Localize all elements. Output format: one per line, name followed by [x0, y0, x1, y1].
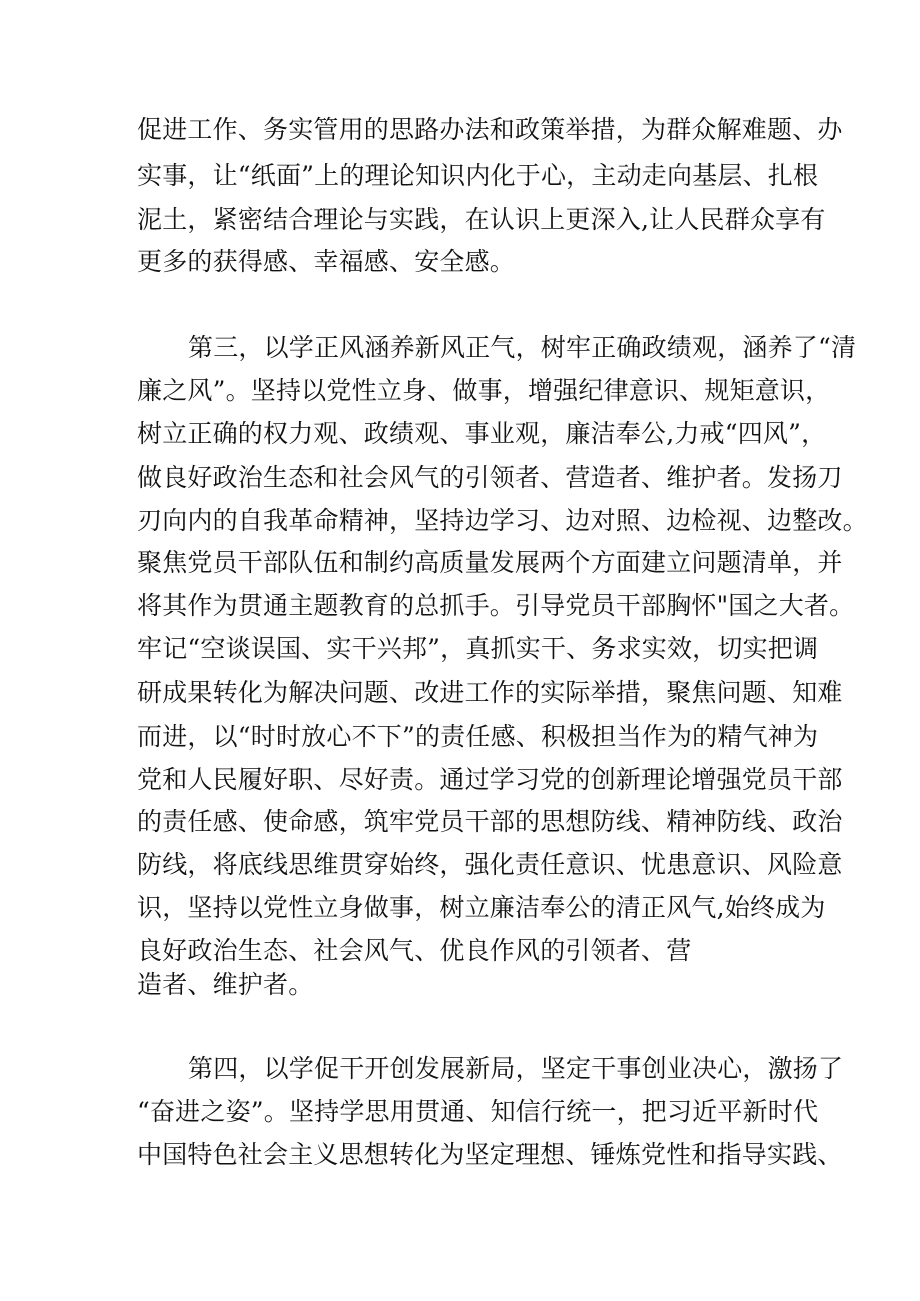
paragraph-2-line-14: 识，坚持以党性立身做事，树立廉洁奉公的清正风气,始终成为 [137, 893, 826, 922]
paragraph-3-line-3: 中国特色社会主义思想转化为坚定理想、锤炼党性和指导实践、 [137, 1140, 843, 1169]
paragraph-3-line-2: “奋进之姿”。坚持学思用贯通、知信行统一，把习近平新时代 [137, 1097, 819, 1126]
paragraph-2-line-2: 廉之风”。坚持以党性立身、做事，增强纪律意识、规矩意识， [137, 376, 831, 405]
paragraph-1-line-4: 更多的获得感、幸福感、安全感。 [137, 247, 516, 276]
paragraph-2-line-8: 牢记“空谈误国、实干兴邦”，真抓实干、务求实效，切实把调 [137, 634, 819, 663]
paragraph-2-line-9: 研成果转化为解决问题、改进工作的实际举措，聚焦问题、知难 [137, 678, 843, 707]
paragraph-2-line-15: 良好政治生态、社会风气、优良作风的引领者、营 [137, 936, 692, 965]
paragraph-1-line-3: 泥土，紧密结合理论与实践，在认识上更深入,让人民群众享有 [137, 205, 826, 234]
paragraph-3-line-1: 第四，以学促干开创发展新局，坚定干事创业决心，激扬了 [188, 1054, 844, 1083]
paragraph-2-line-12: 的责任感、使命感，筑牢党员干部的思想防线、精神防线、政治 [137, 807, 843, 836]
paragraph-2-line-13: 防线，将底线思维贯穿始终，强化责任意识、忧患意识、风险意 [137, 850, 843, 879]
paragraph-2-line-1: 第三，以学正风涵养新风正气，树牢正确政绩观，涵养了“清 [188, 333, 857, 362]
paragraph-2-line-4: 做良好政治生态和社会风气的引领者、营造者、维护者。发扬刀 [137, 463, 843, 492]
paragraph-1-line-2: 实事，让“纸面”上的理论知识内化于心，主动走向基层、扎根 [137, 161, 819, 190]
paragraph-2-line-16: 造者、维护者。 [137, 970, 314, 999]
paragraph-2-line-10: 而进，以“时时放心不下”的责任感、积极担当作为的精气神为 [137, 722, 819, 751]
paragraph-2-line-11: 党和人民履好职、尽好责。通过学习党的创新理论增强党员干部 [137, 765, 843, 794]
paragraph-2-line-7: 将其作为贯通主题教育的总抓手。引导党员干部胸怀"国之大者。 [137, 591, 855, 620]
paragraph-1-line-1: 促进工作、务实管用的思路办法和政策举措，为群众解难题、办 [137, 115, 843, 144]
paragraph-2-line-3: 树立正确的权力观、政绩观、事业观，廉洁奉公,力戒“四风”， [137, 419, 827, 448]
paragraph-2-line-6: 聚焦党员干部队伍和制约高质量发展两个方面建立问题清单，并 [137, 548, 843, 577]
paragraph-2-line-5: 刃向内的自我革命精神，坚持边学习、边对照、边检视、边整改。 [137, 506, 868, 535]
